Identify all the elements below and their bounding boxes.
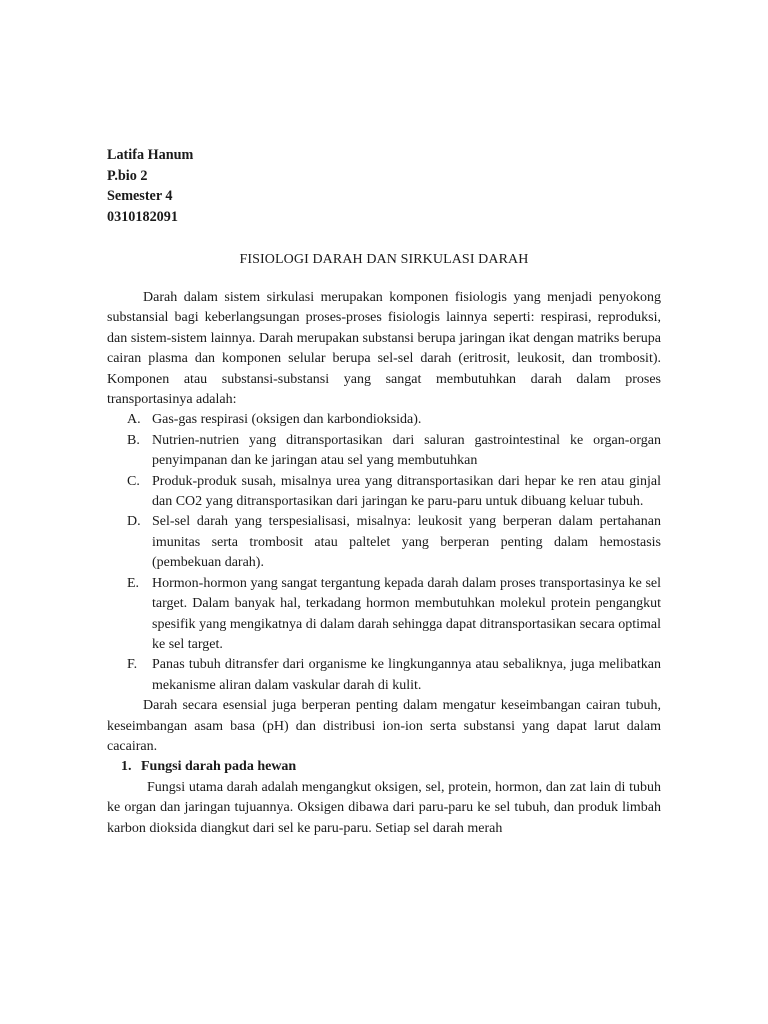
list-item-text: Sel-sel darah yang terspesialisasi, misalnya: leukosit yang berperan dalam pertahanan imunitas serta trombosit atau paltelet yang berperan penting dalam hemostasis (pembekuan darah). bbox=[152, 514, 661, 571]
transport-list bbox=[107, 410, 661, 696]
document-title: FISIOLOGI DARAH DAN SIRKULASI DARAH bbox=[239, 252, 529, 267]
section-title: Fungsi darah pada hewan bbox=[141, 759, 297, 775]
list-item bbox=[107, 431, 661, 472]
section-number: 1. bbox=[121, 759, 132, 775]
author-student-id: 0310182091 bbox=[107, 208, 178, 225]
list-item-text: Panas tubuh ditransfer dari organisme ke lingkungannya atau sebaliknya, juga melibatkan mekanisme aliran dalam vaskular darah di kulit. bbox=[152, 657, 661, 693]
list-item-text: Produk-produk susah, misalnya urea yang ditransportasikan dari hepar ke ren atau ginjal dan CO2 yang ditransportasikan dari jaringan ke paru-paru untuk dibuang keluar tubuh. bbox=[152, 473, 661, 510]
paragraph-regulation: Darah secara esensial juga berperan penting dalam mengatur keseimbangan cairan tubuh, keseimbangan asam basa (pH) dan distribusi ion-ion serta substansi yang dapat larut dalam cacairan. bbox=[107, 698, 661, 754]
author-info bbox=[107, 145, 661, 227]
intro-paragraph: Darah dalam sistem sirkulasi merupakan komponen fisiologis yang menjadi penyokong substansial bagi keberlangsungan proses-proses fisiologis lainnya seperti: respirasi, reproduksi, dan sistem-sistem lainnya. Darah merupakan substansi berupa jaringan ikat dengan matriks berupa cairan plasma dan komponen selular berupa sel-sel darah (eritrosit, leukosit, dan trombosit). Komponen atau substansi-substansi yang sangat membutuhkan darah dalam proses transportasinya adalah: bbox=[107, 290, 661, 408]
list-item-text: Gas-gas respirasi (oksigen dan karbondioksida). bbox=[152, 412, 422, 428]
list-item bbox=[107, 655, 661, 696]
section-paragraph: Fungsi utama darah adalah mengangkut oksigen, sel, protein, hormon, dan zat lain di tubuh ke organ dan jaringan tujuannya. Oksigen dibawa dari paru-paru ke sel tubuh, dan produk limbah karbon dioksida diangkut dari sel ke paru-paru. Setiap sel darah merah bbox=[107, 779, 661, 836]
list-item bbox=[107, 410, 661, 430]
author-semester: Semester 4 bbox=[107, 188, 173, 204]
list-item-text: Nutrien-nutrien yang ditransportasikan dari saluran gastrointestinal ke organ-organ penyimpanan dan ke jaringan atau sel yang membutuhkan bbox=[152, 432, 661, 469]
list-item bbox=[107, 512, 661, 573]
list-marker: A. bbox=[127, 412, 141, 428]
list-marker: E. bbox=[127, 575, 140, 591]
author-name: Latifa Hanum bbox=[107, 147, 194, 163]
list-item bbox=[107, 574, 661, 656]
author-class: P.bio 2 bbox=[107, 167, 148, 184]
section-heading bbox=[107, 757, 661, 777]
list-item-text: Hormon-hormon yang sangat tergantung kepada darah dalam proses transportasinya ke sel target. Dalam banyak hal, terkadang hormon membutuhkan molekul protein pengangkut spesifik yang mengikatnya di dalam darah sehingga dapat ditransportasikan secara optimal ke sel target. bbox=[152, 575, 661, 652]
list-marker: F. bbox=[127, 657, 138, 673]
list-marker: D. bbox=[127, 514, 141, 530]
list-marker: C. bbox=[127, 473, 140, 489]
list-marker: B. bbox=[127, 432, 140, 448]
list-item bbox=[107, 472, 661, 513]
